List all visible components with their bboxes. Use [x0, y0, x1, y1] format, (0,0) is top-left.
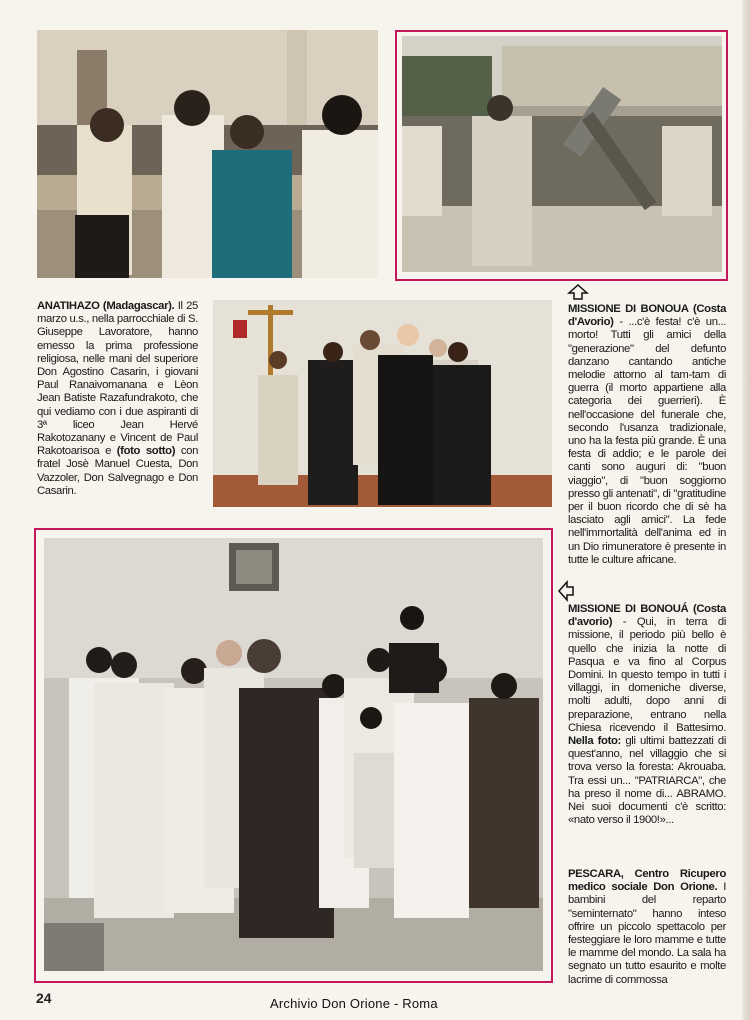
- caption-anatihazo-tail: con fratel Josè Manuel Cuesta, Don Vazzoler, Don Salvegnago e Don Casarin.: [37, 445, 199, 497]
- caption-bonoua-pasqua-tail: gli ultimi battezzati di quest'anno, nel villaggio che si trova verso la foresta: Akrouaba. Tra essi un... "PATRIARCA", che ha preso il nome di... ABRAMO. Nei suoi documenti c'è scritto: «nato verso il 1900!»...: [568, 735, 726, 827]
- caption-pescara-body: I bambini del reparto "seminternato" hanno inteso offrire un piccolo spettacolo per festeggiare le loro mamme e tutte le mamme del mondo. La sala ha segnato un tutto esaurito e molte lacrime di commossa: [568, 881, 726, 986]
- arrow-left-icon: [557, 580, 575, 602]
- caption-anatihazo: [37, 300, 198, 498]
- caption-bonoua-festa: [568, 303, 726, 567]
- caption-bonoua-pasqua-heading: MISSIONE DI BONOUÁ (Costa d'avorio): [568, 603, 726, 629]
- caption-bonoua-festa-heading: MISSIONE DI BONOUA (Costa d'Avorio): [568, 303, 726, 329]
- page-edge: [742, 0, 750, 1020]
- photo-baptized-group: [44, 538, 543, 971]
- archive-footer: Archivio Don Orione - Roma: [270, 996, 438, 1011]
- caption-bonoua-pasqua-body: - Qui, in terra di missione, il periodo più bello è quello che inizia la notte di Pasqua e va fino al Corpus Domini. In questo tempo in tutti i villaggi, in domeniche diverse, molti adulti, dopo anni di preparazione, entrano nella Chiesa ricevendo il Battesimo.: [568, 616, 726, 734]
- caption-anatihazo-body: Il 25 marzo u.s., nella parrocchiale di S. Giuseppe Lavoratore, hanno emesso la prima professione religiosa, nelle mani del superiore Don Agostino Casarin, i giovani Paul Ranaivomanana e Lèon Jean Batiste Razafundrakoto, che qui vediamo con i due aspiranti di 3ª liceo Jean Hervé Rakotozanany e Vincent de Paul Rakotoarisoa e: [37, 300, 198, 458]
- arrow-up-icon: [567, 283, 589, 301]
- caption-bonoua-pasqua: [568, 603, 726, 827]
- caption-anatihazo-foto-sotto: (foto sotto): [116, 445, 176, 458]
- page-number: 24: [36, 990, 52, 1006]
- caption-anatihazo-heading: ANATIHAZO (Madagascar).: [37, 300, 175, 312]
- caption-pescara: [568, 868, 726, 987]
- photo-profession-ceremony: [37, 30, 378, 278]
- caption-bonoua-pasqua-nella-foto: Nella foto:: [568, 735, 621, 748]
- photo-funeral-dance: [402, 36, 722, 272]
- caption-pescara-heading: PESCARA, Centro Ricupero medico sociale Don Orione.: [568, 868, 726, 894]
- photo-religious-group: [213, 300, 552, 507]
- caption-bonoua-festa-body: - ...c'è festa! c'è un... morto! Tutti gli amici della "generazione" del defunto danzano cantando antiche melodie attorno al tam-tam di guerra (il morto appartiene alla categoria dei guerrieri). È nell'occasione del funerale che, secondo l'usanza tradizionale, uno ha la festa più grande. È una festa di addio; e le parole dei canti sono auguri di: "buon viaggio", di "buon soggiorno presso gli antenati", di "gratitudine per il buon ricordo che di sè ha lasciato agli amici". La fede nell'immortalità dell'anima ed in un Dio rimuneratore è presente in tutte le culture africane.: [568, 316, 726, 566]
